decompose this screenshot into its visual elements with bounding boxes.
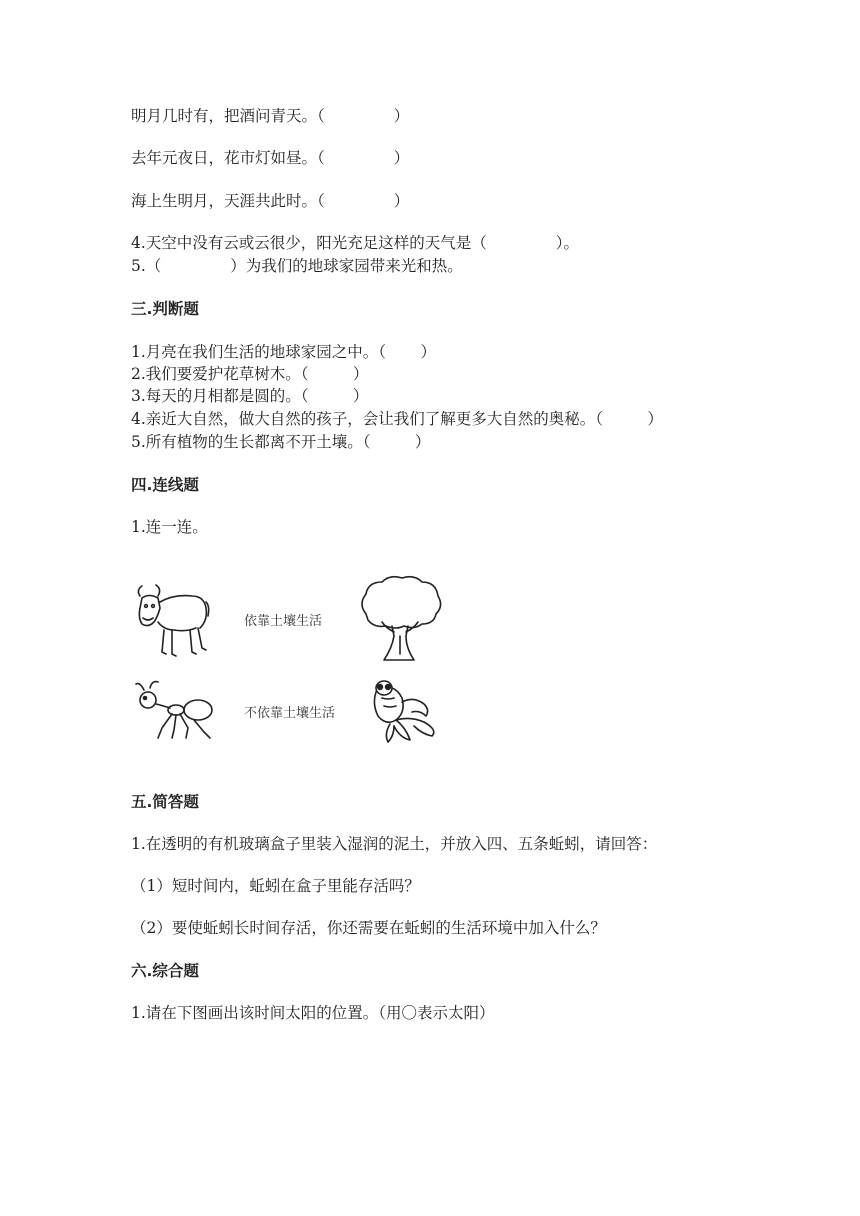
judge-item-4: 4.亲近大自然，做大自然的孩子，会让我们了解更多大自然的奥秘。（ ） — [131, 410, 663, 428]
short-answer-question: 1.在透明的有机玻璃盒子里装入湿润的泥土，并放入四、五条蚯蚓，请回答： — [131, 835, 658, 853]
match-label-nosoil: 不依靠土壤生活 — [244, 706, 336, 721]
goldfish-icon — [366, 676, 444, 744]
judge-item-1: 1.月亮在我们生活的地球家园之中。（ ） — [131, 343, 437, 361]
short-answer-sub-2: （2）要使蚯蚓长时间存活，你还需要在蚯蚓的生活环境中加入什么？ — [131, 919, 606, 937]
section-4-title: 四.连线题 — [131, 476, 199, 494]
tree-icon — [356, 574, 444, 664]
fill-question-5: 5.（ ）为我们的地球家园带来光和热。 — [131, 257, 463, 275]
match-label-soil: 依靠土壤生活 — [244, 614, 323, 629]
poem-line-3: 海上生明月，天涯共此时。（ ） — [131, 192, 410, 210]
comprehensive-question: 1.请在下图画出该时间太阳的位置。（用〇表示太阳） — [131, 1004, 495, 1022]
section-3-title: 三.判断题 — [131, 300, 199, 318]
judge-item-2: 2.我们要爱护花草树木。（ ） — [131, 365, 369, 383]
judge-item-5: 5.所有植物的生长都离不开土壤。（ ） — [131, 433, 431, 451]
section-6-title: 六.综合题 — [131, 962, 199, 980]
cow-icon — [134, 576, 212, 662]
poem-line-2: 去年元夜日，花市灯如昼。（ ） — [131, 149, 410, 167]
ant-icon — [134, 680, 216, 740]
section-5-title: 五.简答题 — [131, 793, 199, 811]
poem-line-1: 明月几时有，把酒问青天。（ ） — [131, 107, 410, 125]
judge-item-3: 3.每天的月相都是圆的。（ ） — [131, 387, 369, 405]
short-answer-sub-1: （1）短时间内，蚯蚓在盒子里能存活吗？ — [131, 877, 420, 895]
match-question: 1.连一连。 — [131, 518, 208, 536]
fill-question-4: 4.天空中没有云或云很少，阳光充足这样的天气是（ ）。 — [131, 234, 580, 252]
